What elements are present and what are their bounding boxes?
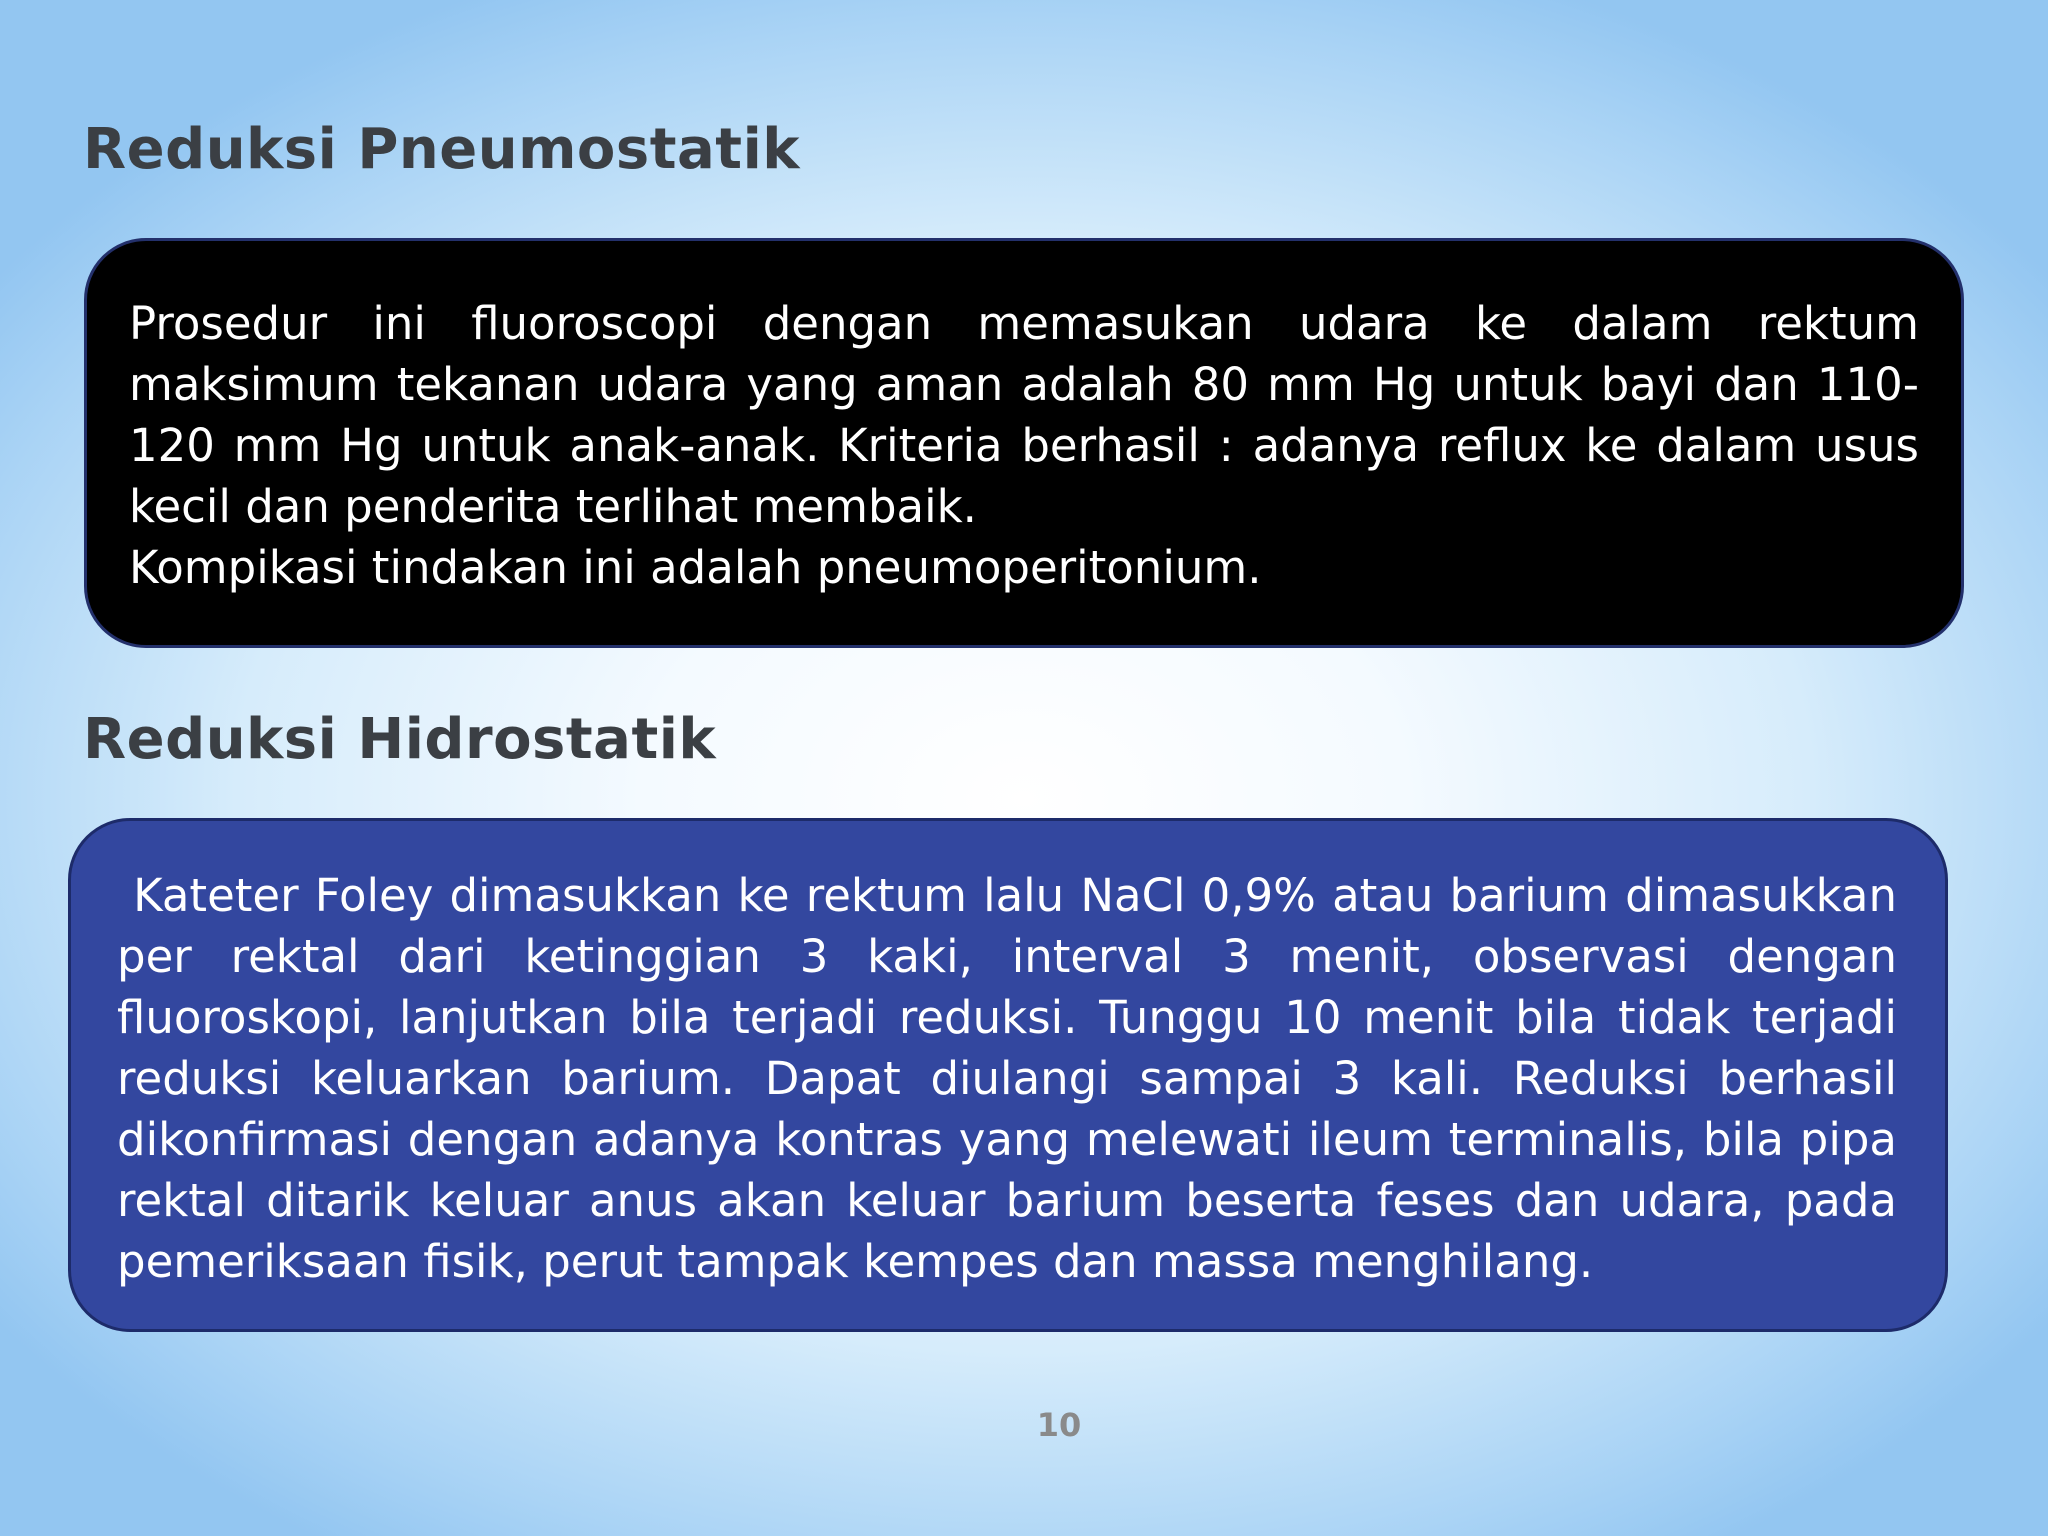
page-number: 10 <box>1036 1406 1082 1444</box>
paragraph-pneumostatik-procedure: Prosedur ini fluoroscopi dengan memasukan udara ke dalam rektum maksimum tekanan udara yang aman adalah 80 mm Hg untuk bayi dan 110-120 mm Hg untuk anak-anak. Kriteria berhasil : adanya reflux ke dalam usus kecil dan penderita terlihat membaik. <box>129 297 1919 533</box>
paragraph-pneumostatik-complication: Kompikasi tindakan ini adalah pneumoperitonium. <box>129 541 1262 594</box>
text-box-hidrostatik <box>68 818 1948 1332</box>
section-title-hidrostatik: Reduksi Hidrostatik <box>83 707 717 772</box>
section-title-pneumostatik: Reduksi Pneumostatik <box>83 117 800 182</box>
paragraph-hidrostatik-procedure: Kateter Foley dimasukkan ke rektum lalu NaCl 0,9% atau barium dimasukkan per rektal dari ketinggian 3 kaki, interval 3 menit, observasi dengan fluoroskopi, lanjutkan bila terjadi reduksi. Tunggu 10 menit bila tidak terjadi reduksi keluarkan barium. Dapat diulangi sampai 3 kali. Reduksi berhasil dikonfirmasi dengan adanya kontras yang melewati ileum terminalis, bila pipa rektal ditarik keluar anus akan keluar barium beserta feses dan udara, pada pemeriksaan fisik, perut tampak kempes dan massa menghilang. <box>117 869 1897 1288</box>
text-box-pneumostatik <box>84 238 1964 648</box>
